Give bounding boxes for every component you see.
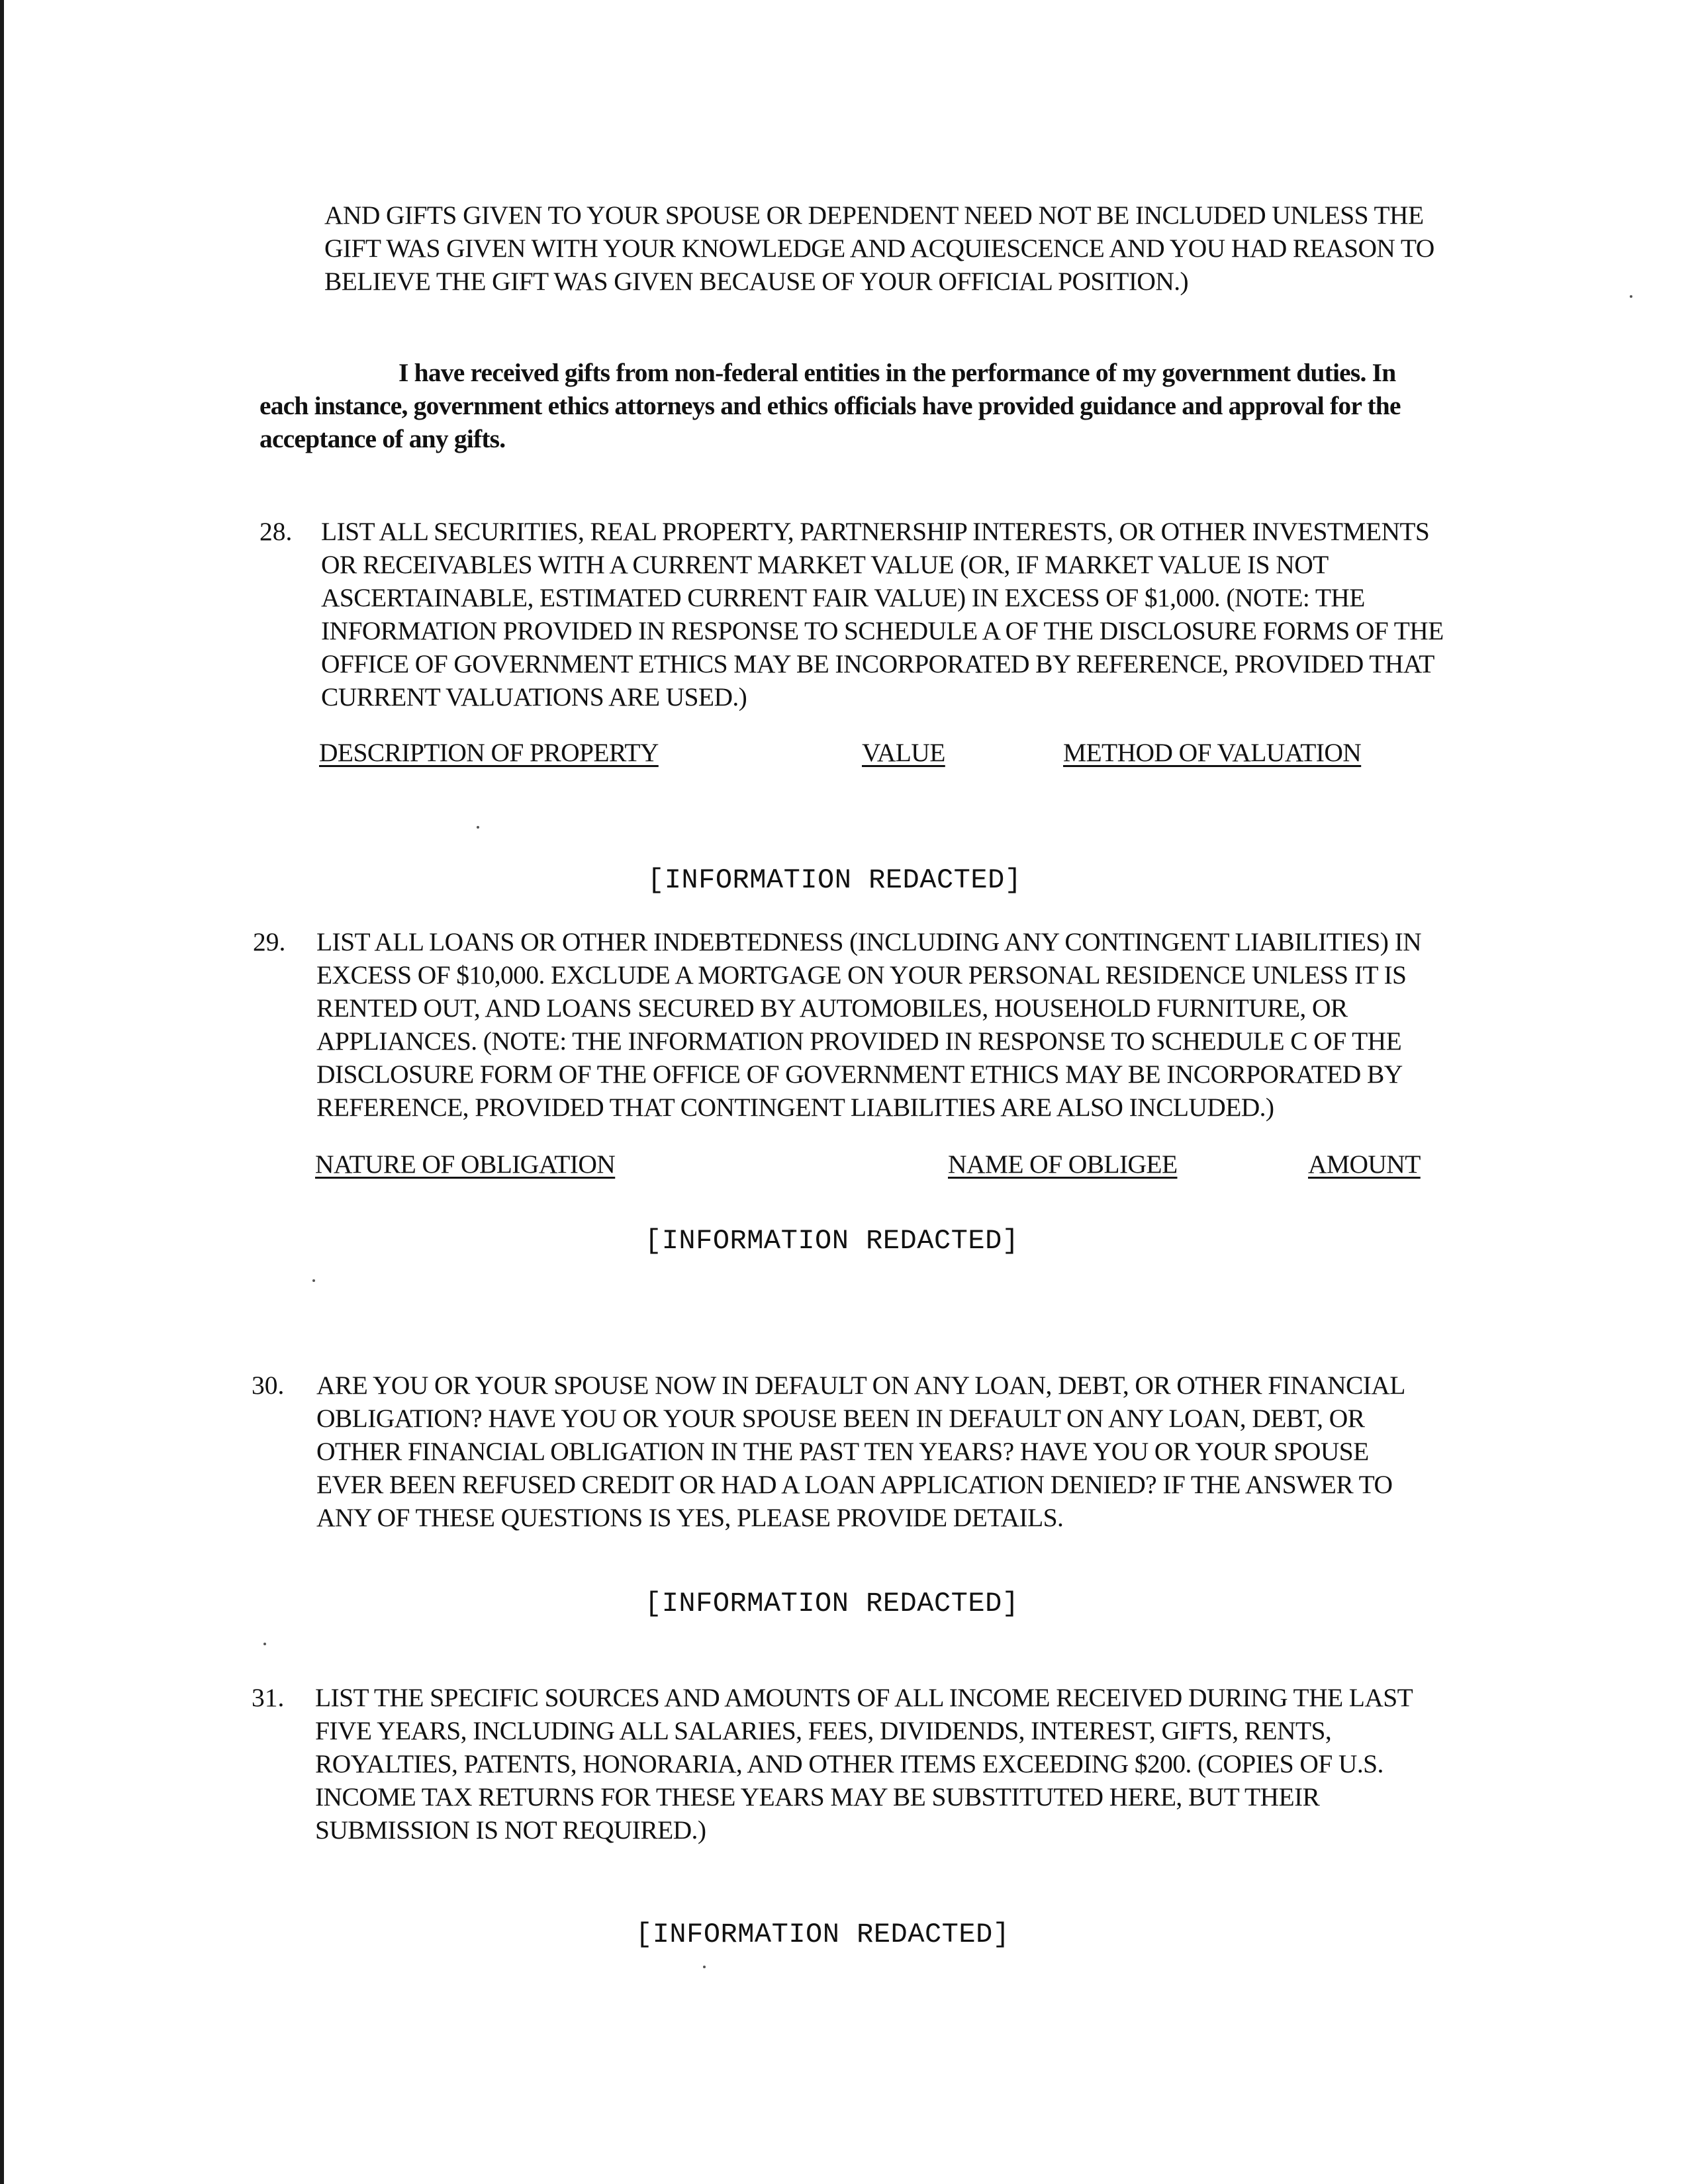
q29-text [316, 925, 1421, 1124]
q30-line: OTHER FINANCIAL OBLIGATION IN THE PAST TEN YEARS? HAVE YOU OR YOUR SPOUSE [316, 1437, 1369, 1466]
gift-note [324, 199, 1434, 298]
q29-redacted: [INFORMATION REDACTED] [645, 1225, 1019, 1257]
gift-answer-line: each instance, government ethics attorneys and ethics officials have provided guidance and approval for the [259, 391, 1401, 420]
scan-speck [477, 826, 479, 829]
q29-line: APPLIANCES. (NOTE: THE INFORMATION PROVIDED IN RESPONSE TO SCHEDULE C OF THE [316, 1026, 1402, 1056]
q30-redacted: [INFORMATION REDACTED] [645, 1588, 1019, 1619]
q30-line: ARE YOU OR YOUR SPOUSE NOW IN DEFAULT ON ANY LOAN, DEBT, OR OTHER FINANCIAL [316, 1371, 1405, 1400]
q30-number: 30. [252, 1371, 285, 1400]
q31-text [315, 1681, 1413, 1846]
q30-line: OBLIGATION? HAVE YOU OR YOUR SPOUSE BEEN IN DEFAULT ON ANY LOAN, DEBT, OR [316, 1404, 1365, 1433]
q29-line: REFERENCE, PROVIDED THAT CONTINGENT LIABILITIES ARE ALSO INCLUDED.) [316, 1093, 1274, 1122]
q31-line: ROYALTIES, PATENTS, HONORARIA, AND OTHER ITEMS EXCEEDING $200. (COPIES OF U.S. [315, 1749, 1383, 1778]
q30-text [316, 1369, 1405, 1534]
gift-note-line: BELIEVE THE GIFT WAS GIVEN BECAUSE OF YOUR OFFICIAL POSITION.) [324, 267, 1189, 296]
q29-header-obligee: NAME OF OBLIGEE [948, 1150, 1178, 1179]
gift-answer-line: I have received gifts from non-federal entities in the performance of my government duties. In [399, 358, 1396, 387]
q30-line: ANY OF THESE QUESTIONS IS YES, PLEASE PROVIDE DETAILS. [316, 1503, 1064, 1532]
q29-line: RENTED OUT, AND LOANS SECURED BY AUTOMOBILES, HOUSEHOLD FURNITURE, OR [316, 993, 1348, 1023]
q28-line: OR RECEIVABLES WITH A CURRENT MARKET VALUE (OR, IF MARKET VALUE IS NOT [321, 550, 1329, 579]
scan-speck [1630, 295, 1632, 298]
q29-header-nature: NATURE OF OBLIGATION [315, 1150, 616, 1179]
scan-speck [263, 1643, 266, 1645]
q31-number: 31. [252, 1683, 285, 1712]
q28-header-value: VALUE [862, 738, 945, 767]
q29-line: EXCESS OF $10,000. EXCLUDE A MORTGAGE ON YOUR PERSONAL RESIDENCE UNLESS IT IS [316, 960, 1407, 989]
q29-header-amount: AMOUNT [1308, 1150, 1421, 1179]
q28-line: INFORMATION PROVIDED IN RESPONSE TO SCHEDULE A OF THE DISCLOSURE FORMS OF THE [321, 616, 1444, 645]
q28-header-method: METHOD OF VALUATION [1063, 738, 1362, 767]
scan-speck [703, 1966, 706, 1968]
q31-line: INCOME TAX RETURNS FOR THESE YEARS MAY BE SUBSTITUTED HERE, BUT THEIR [315, 1782, 1320, 1811]
q31-line: SUBMISSION IS NOT REQUIRED.) [315, 1815, 706, 1844]
q31-line: FIVE YEARS, INCLUDING ALL SALARIES, FEES, DIVIDENDS, INTEREST, GIFTS, RENTS, [315, 1716, 1332, 1745]
q28-line: ASCERTAINABLE, ESTIMATED CURRENT FAIR VALUE) IN EXCESS OF $1,000. (NOTE: THE [321, 583, 1365, 612]
q28-line: OFFICE OF GOVERNMENT ETHICS MAY BE INCORPORATED BY REFERENCE, PROVIDED THAT [321, 649, 1434, 678]
q28-header-description: DESCRIPTION OF PROPERTY [319, 738, 659, 767]
q29-line: DISCLOSURE FORM OF THE OFFICE OF GOVERNMENT ETHICS MAY BE INCORPORATED BY [316, 1060, 1403, 1089]
scan-speck [312, 1279, 315, 1282]
gift-note-line: AND GIFTS GIVEN TO YOUR SPOUSE OR DEPENDENT NEED NOT BE INCLUDED UNLESS THE [324, 201, 1424, 230]
q31-line: LIST THE SPECIFIC SOURCES AND AMOUNTS OF ALL INCOME RECEIVED DURING THE LAST [315, 1683, 1413, 1712]
q29-number: 29. [253, 927, 286, 956]
q28-line: LIST ALL SECURITIES, REAL PROPERTY, PARTNERSHIP INTERESTS, OR OTHER INVESTMENTS [321, 517, 1430, 546]
q30-line: EVER BEEN REFUSED CREDIT OR HAD A LOAN APPLICATION DENIED? IF THE ANSWER TO [316, 1470, 1393, 1499]
q28-redacted: [INFORMATION REDACTED] [647, 864, 1022, 896]
q28-line: CURRENT VALUATIONS ARE USED.) [321, 682, 747, 711]
q29-line: LIST ALL LOANS OR OTHER INDEBTEDNESS (INCLUDING ANY CONTINGENT LIABILITIES) IN [316, 927, 1422, 956]
gift-answer [259, 356, 1401, 455]
q28-number: 28. [259, 517, 293, 546]
gift-note-line: GIFT WAS GIVEN WITH YOUR KNOWLEDGE AND ACQUIESCENCE AND YOU HAD REASON TO [324, 234, 1434, 263]
q31-redacted: [INFORMATION REDACTED] [635, 1919, 1010, 1950]
q28-text [321, 515, 1444, 713]
scan-edge [0, 0, 4, 2184]
gift-answer-line: acceptance of any gifts. [259, 424, 506, 453]
